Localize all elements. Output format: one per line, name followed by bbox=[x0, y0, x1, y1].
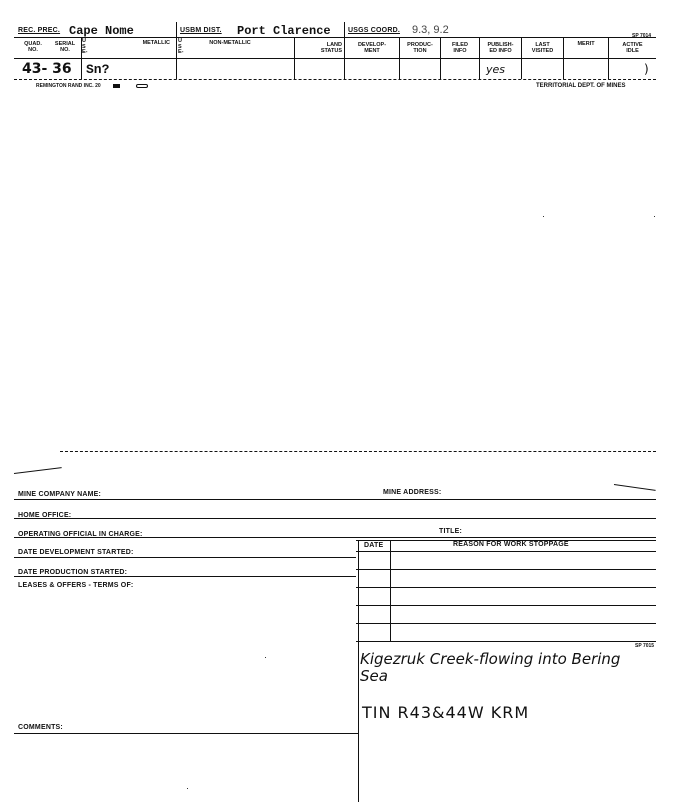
leases-offers-label: LEASES & OFFERS - TERMS OF: bbox=[18, 582, 134, 589]
card-stroke bbox=[614, 484, 656, 491]
scan-speck bbox=[265, 657, 266, 658]
col-divider bbox=[390, 540, 391, 641]
date-col-label: DATE bbox=[364, 542, 384, 549]
col-production: PRODUC- TION bbox=[407, 42, 433, 54]
card-top-edge bbox=[60, 451, 656, 452]
header-rule-1 bbox=[14, 37, 656, 38]
published-info-value: yes bbox=[486, 63, 506, 76]
rule bbox=[14, 733, 358, 734]
rec-prec-value: Cape Nome bbox=[69, 24, 134, 38]
col-quad-no: QUAD. NO. bbox=[24, 41, 42, 53]
rule bbox=[356, 605, 656, 606]
header-rule-3 bbox=[14, 79, 656, 80]
territorial-dept: TERRITORIAL DEPT. OF MINES bbox=[536, 83, 626, 89]
handwritten-location-note-cont: Sea bbox=[360, 667, 388, 685]
rule bbox=[356, 587, 656, 588]
reason-col-label: REASON FOR WORK STOPPAGE bbox=[453, 541, 569, 548]
col-last-visited: LAST VISITED bbox=[531, 42, 554, 54]
date-development-label: DATE DEVELOPMENT STARTED: bbox=[18, 549, 134, 556]
printer-mark bbox=[136, 84, 148, 88]
printer-mark bbox=[113, 84, 120, 88]
comments-label: COMMENTS: bbox=[18, 724, 63, 731]
handwritten-location-note: Kigezruk Creek-flowing into Bering bbox=[360, 650, 621, 668]
operating-official-label: OPERATING OFFICIAL IN CHARGE: bbox=[18, 531, 143, 538]
usbm-dist-label: USBM DIST. bbox=[180, 27, 222, 34]
rule bbox=[14, 499, 656, 500]
rule bbox=[14, 557, 356, 558]
scan-speck bbox=[187, 788, 188, 789]
col-serial-no: SERIAL NO. bbox=[54, 41, 76, 53]
date-production-label: DATE PRODUCTION STARTED: bbox=[18, 569, 128, 576]
rec-prec-label: REC. PREC. bbox=[18, 27, 61, 34]
rule bbox=[356, 641, 656, 642]
usbm-dist-value: Port Clarence bbox=[237, 24, 331, 38]
scan-speck bbox=[543, 216, 544, 217]
rule bbox=[14, 537, 656, 538]
col-active-idle: ACTIVE IDLE bbox=[622, 42, 643, 54]
home-office-label: HOME OFFICE: bbox=[18, 512, 72, 519]
usgs-coord-label: USGS COORD. bbox=[348, 27, 400, 34]
mine-address-label: MINE ADDRESS: bbox=[383, 489, 442, 496]
form-number-top: SP 7014 bbox=[632, 33, 652, 39]
col-divider bbox=[358, 540, 359, 802]
quad-serial-value: 43- 36 bbox=[22, 61, 72, 77]
col-use-nonmetallic: U S E- bbox=[178, 38, 184, 55]
col-non-metallic: NON-METALLIC bbox=[209, 40, 251, 46]
col-divider bbox=[344, 22, 345, 79]
rule bbox=[14, 576, 356, 577]
printer-credit: REMINGTON RAND INC. 20 bbox=[36, 83, 101, 89]
handwritten-commodity-note: TIN R43&44W KRM bbox=[362, 703, 530, 722]
col-divider bbox=[176, 22, 177, 79]
col-metallic: METALLIC bbox=[142, 40, 170, 46]
header-rule-2 bbox=[14, 58, 656, 59]
rule bbox=[14, 518, 656, 519]
card-stroke bbox=[14, 467, 62, 474]
title-label: TITLE: bbox=[439, 528, 462, 535]
metallic-value: Sn? bbox=[86, 62, 110, 77]
col-filed-info: FILED INFO bbox=[452, 42, 468, 54]
scan-speck bbox=[654, 216, 655, 217]
col-land-status: LAND STATUS bbox=[320, 42, 342, 54]
active-idle-mark: ) bbox=[644, 62, 649, 76]
col-divider bbox=[294, 37, 295, 79]
col-merit: MERIT bbox=[577, 41, 595, 47]
rule bbox=[356, 551, 656, 552]
col-published-info: PUBLISH- ED INFO bbox=[487, 42, 514, 54]
col-use-metallic: U S E- bbox=[82, 38, 88, 55]
usgs-coord-value: 9.3, 9.2 bbox=[412, 24, 449, 36]
rule bbox=[356, 623, 656, 624]
mine-company-label: MINE COMPANY NAME: bbox=[18, 491, 102, 498]
col-development: DEVELOP- MENT bbox=[357, 42, 387, 54]
rule bbox=[356, 569, 656, 570]
form-number-bottom: SP 7015 bbox=[635, 643, 655, 649]
